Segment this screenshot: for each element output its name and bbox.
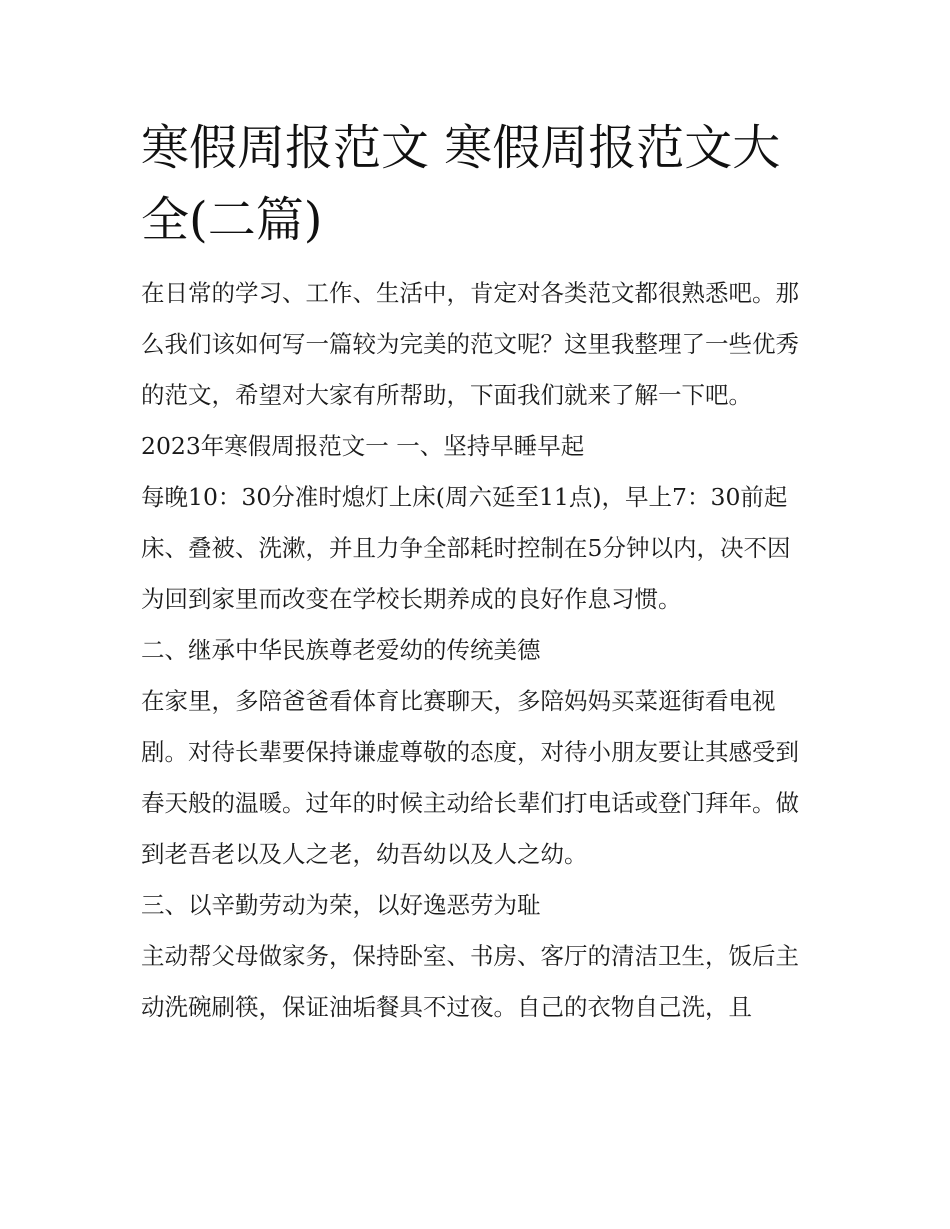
section-paragraph-1: 每晚10：30分准时熄灯上床(周六延至11点)，早上7：30前起床、叠被、洗漱，并且力争全部耗时控制在5分钟以内，决不因为回到家里而改变在学校长期养成的良好作息习惯。 [141, 483, 791, 613]
section-paragraph-3: 主动帮父母做家务，保持卧室、书房、客厅的清洁卫生，饭后主动洗碗刷筷，保证油垢餐具不过夜。自己的衣物自己洗，且 [141, 942, 799, 1021]
document-title: 寒假周报范文 寒假周报范文大全(二篇) [141, 120, 781, 248]
document-body [141, 268, 813, 1033]
section-heading-2: 二、继承中华民族尊老爱幼的传统美德 [141, 636, 541, 664]
section-paragraph-2: 在家里，多陪爸爸看体育比赛聊天，多陪妈妈买菜逛街看电视剧。对待长辈要保持谦虚尊敬的态度，对待小朋友要让其感受到春天般的温暖。过年的时候主动给长辈们打电话或登门拜年。做到老吾老以及人之老，幼吾幼以及人之幼。 [141, 687, 799, 868]
document-content [141, 112, 813, 1033]
intro-paragraph: 在日常的学习、工作、生活中，肯定对各类范文都很熟悉吧。那么我们该如何写一篇较为完美的范文呢？这里我整理了一些优秀的范文，希望对大家有所帮助，下面我们就来了解一下吧。 [141, 279, 799, 409]
section-heading-3: 三、以辛勤劳动为荣，以好逸恶劳为耻 [141, 891, 541, 919]
section-heading-1: 2023年寒假周报范文一 一、坚持早睡早起 [141, 432, 585, 460]
